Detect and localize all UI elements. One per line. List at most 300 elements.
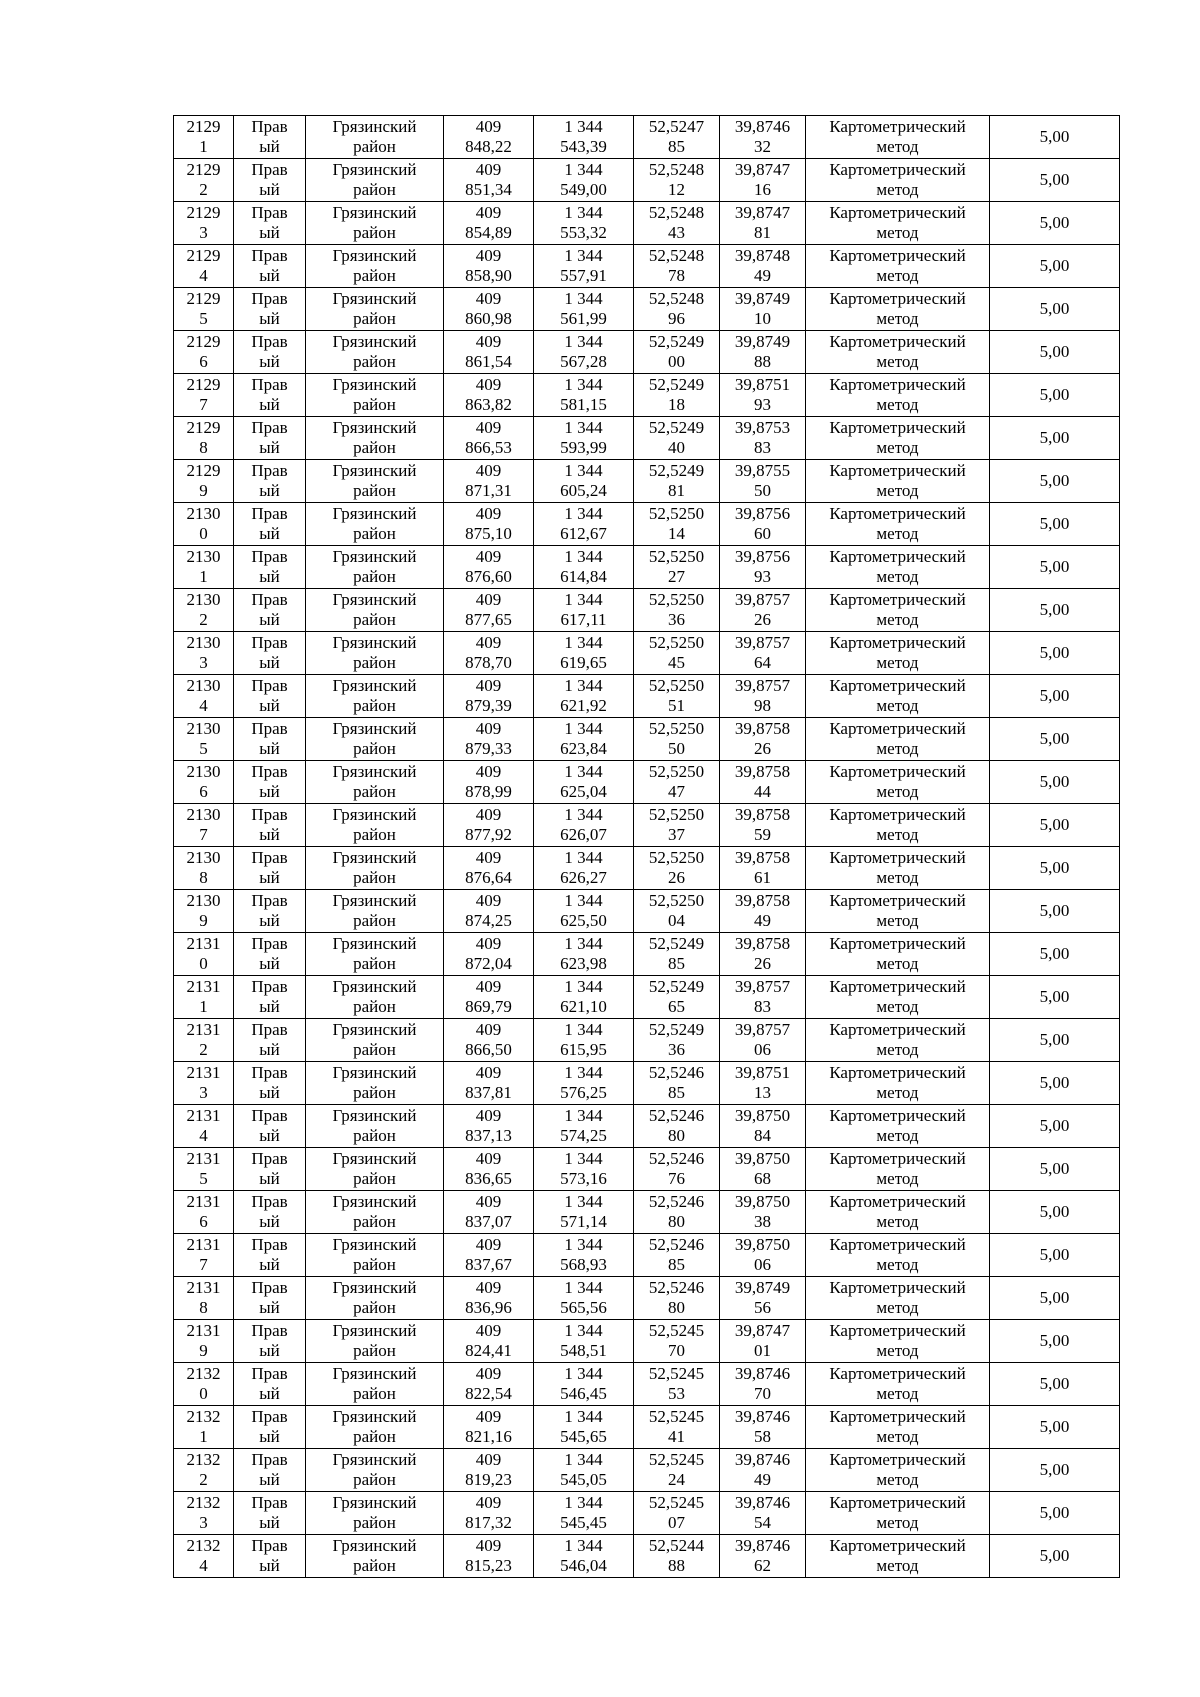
district-cell-line: Грязинский [332,891,417,910]
table-row [174,460,1120,503]
latitude-cell [634,890,720,933]
district-cell-line: район [353,309,396,328]
method-cell [806,761,990,804]
x-coordinate-cell-line: 409 [475,1407,502,1426]
y-coordinate-cell [534,1535,634,1578]
point-number-cell [174,1406,234,1449]
point-number-cell-line: 8 [199,1298,208,1317]
x-coordinate-cell [444,632,534,675]
district-cell-line: Грязинский [332,1493,417,1512]
method-cell-line: Картометрический [829,1407,966,1426]
y-coordinate-cell [534,804,634,847]
y-coordinate-cell-line: 1 344 [564,504,603,523]
method-cell-line: метод [876,438,919,457]
y-coordinate-cell-line: 574,25 [560,1126,607,1145]
longitude-cell [720,1105,806,1148]
bank-side-cell [234,804,306,847]
method-cell-line: метод [876,1255,919,1274]
district-cell [306,761,444,804]
method-cell [806,1406,990,1449]
point-number-cell-line: 4 [199,1556,208,1575]
x-coordinate-cell-line: 409 [475,1235,502,1254]
latitude-cell [634,1277,720,1320]
method-cell-line: метод [876,1341,919,1360]
point-number-cell-line: 2129 [186,418,221,437]
point-number-cell [174,460,234,503]
district-cell-line: район [353,1169,396,1188]
y-coordinate-cell [534,1492,634,1535]
bank-side-cell-line: Прав [251,977,288,996]
method-cell-line: Картометрический [829,891,966,910]
district-cell-line: район [353,1384,396,1403]
x-coordinate-cell-line: 409 [475,332,502,351]
x-coordinate-cell-line: 878,70 [465,653,512,672]
bank-side-cell-line: Прав [251,160,288,179]
longitude-cell [720,417,806,460]
district-cell-line: район [353,653,396,672]
latitude-cell-line: 52,5247 [648,117,705,136]
table-row [174,417,1120,460]
latitude-cell-line: 85 [668,954,685,973]
method-cell-line: метод [876,739,919,758]
bank-side-cell-line: ый [259,1470,280,1489]
latitude-cell-line: 47 [668,782,685,801]
district-cell-line: район [353,1341,396,1360]
x-coordinate-cell [444,1535,534,1578]
y-coordinate-cell-line: 1 344 [564,1536,603,1555]
latitude-cell [634,1234,720,1277]
accuracy-cell: 5,00 [990,1492,1120,1535]
bank-side-cell-line: ый [259,1126,280,1145]
x-coordinate-cell-line: 817,32 [465,1513,512,1532]
latitude-cell-line: 40 [668,438,685,457]
method-cell [806,159,990,202]
x-coordinate-cell-line: 409 [475,504,502,523]
point-number-cell-line: 2131 [186,1063,221,1082]
method-cell-line: метод [876,825,919,844]
method-cell [806,460,990,503]
x-coordinate-cell-line: 866,53 [465,438,512,457]
x-coordinate-cell [444,331,534,374]
bank-side-cell-line: Прав [251,719,288,738]
longitude-cell [720,1277,806,1320]
method-cell [806,1191,990,1234]
latitude-cell [634,1406,720,1449]
method-cell [806,202,990,245]
longitude-cell-line: 39,8750 [734,1149,791,1168]
accuracy-cell: 5,00 [990,1535,1120,1578]
longitude-cell [720,202,806,245]
method-cell-line: Картометрический [829,762,966,781]
method-cell-line: метод [876,1298,919,1317]
bank-side-cell [234,1406,306,1449]
latitude-cell-line: 37 [668,825,685,844]
district-cell-line: Грязинский [332,719,417,738]
x-coordinate-cell-line: 876,60 [465,567,512,586]
x-coordinate-cell [444,804,534,847]
latitude-cell [634,1363,720,1406]
method-cell [806,1105,990,1148]
latitude-cell [634,202,720,245]
bank-side-cell-line: ый [259,696,280,715]
latitude-cell [634,847,720,890]
point-number-cell [174,1148,234,1191]
district-cell [306,804,444,847]
point-number-cell-line: 1 [199,1427,208,1446]
x-coordinate-cell-line: 837,07 [465,1212,512,1231]
point-number-cell [174,890,234,933]
y-coordinate-cell-line: 1 344 [564,203,603,222]
method-cell-line: метод [876,1556,919,1575]
point-number-cell-line: 8 [199,868,208,887]
latitude-cell-line: 52,5245 [648,1364,705,1383]
bank-side-cell-line: Прав [251,547,288,566]
longitude-cell-line: 39,8757 [734,1020,791,1039]
x-coordinate-cell [444,1191,534,1234]
method-cell [806,1148,990,1191]
longitude-cell [720,1363,806,1406]
method-cell-line: метод [876,1040,919,1059]
table-row [174,1406,1120,1449]
latitude-cell-line: 36 [668,610,685,629]
table-body [174,116,1120,1578]
point-number-cell-line: 6 [199,352,208,371]
method-cell [806,546,990,589]
longitude-cell-line: 39,8746 [734,1493,791,1512]
method-cell [806,245,990,288]
bank-side-cell-line: Прав [251,848,288,867]
method-cell-line: Картометрический [829,504,966,523]
accuracy-cell: 5,00 [990,847,1120,890]
method-cell [806,847,990,890]
bank-side-cell [234,761,306,804]
longitude-cell-line: 81 [754,223,771,242]
x-coordinate-cell [444,589,534,632]
latitude-cell [634,761,720,804]
y-coordinate-cell-line: 626,27 [560,868,607,887]
y-coordinate-cell [534,1191,634,1234]
latitude-cell-line: 52,5248 [648,203,705,222]
point-number-cell-line: 2131 [186,1149,221,1168]
y-coordinate-cell-line: 1 344 [564,375,603,394]
point-number-cell-line: 2131 [186,1020,221,1039]
y-coordinate-cell [534,976,634,1019]
method-cell [806,589,990,632]
y-coordinate-cell [534,159,634,202]
x-coordinate-cell-line: 409 [475,1106,502,1125]
x-coordinate-cell-line: 409 [475,590,502,609]
longitude-cell-line: 39,8749 [734,332,791,351]
longitude-cell [720,245,806,288]
bank-side-cell-line: Прав [251,1063,288,1082]
longitude-cell-line: 39,8747 [734,203,791,222]
x-coordinate-cell-line: 874,25 [465,911,512,930]
point-number-cell [174,1105,234,1148]
x-coordinate-cell-line: 409 [475,762,502,781]
x-coordinate-cell [444,417,534,460]
latitude-cell-line: 00 [668,352,685,371]
district-cell [306,890,444,933]
longitude-cell [720,1492,806,1535]
latitude-cell-line: 52,5250 [648,762,705,781]
point-number-cell [174,1277,234,1320]
accuracy-cell: 5,00 [990,761,1120,804]
y-coordinate-cell [534,417,634,460]
y-coordinate-cell-line: 1 344 [564,1364,603,1383]
point-number-cell-line: 9 [199,481,208,500]
x-coordinate-cell-line: 409 [475,246,502,265]
x-coordinate-cell-line: 409 [475,1020,502,1039]
y-coordinate-cell-line: 1 344 [564,676,603,695]
method-cell-line: метод [876,696,919,715]
y-coordinate-cell-line: 1 344 [564,117,603,136]
latitude-cell [634,374,720,417]
district-cell-line: Грязинский [332,934,417,953]
method-cell-line: Картометрический [829,1192,966,1211]
x-coordinate-cell [444,718,534,761]
district-cell-line: Грязинский [332,977,417,996]
longitude-cell [720,976,806,1019]
table-row [174,1148,1120,1191]
accuracy-cell: 5,00 [990,245,1120,288]
y-coordinate-cell-line: 1 344 [564,934,603,953]
x-coordinate-cell [444,890,534,933]
district-cell-line: Грязинский [332,160,417,179]
y-coordinate-cell [534,331,634,374]
y-coordinate-cell-line: 612,67 [560,524,607,543]
latitude-cell [634,116,720,159]
method-cell-line: метод [876,309,919,328]
y-coordinate-cell-line: 549,00 [560,180,607,199]
point-number-cell-line: 2132 [186,1450,221,1469]
bank-side-cell [234,503,306,546]
accuracy-cell: 5,00 [990,976,1120,1019]
point-number-cell-line: 5 [199,309,208,328]
district-cell [306,546,444,589]
x-coordinate-cell [444,1105,534,1148]
bank-side-cell-line: Прав [251,1106,288,1125]
method-cell [806,1019,990,1062]
point-number-cell-line: 4 [199,266,208,285]
point-number-cell-line: 2129 [186,375,221,394]
district-cell [306,331,444,374]
point-number-cell-line: 6 [199,1212,208,1231]
bank-side-cell-line: ый [259,266,280,285]
district-cell-line: Грязинский [332,1149,417,1168]
longitude-cell-line: 39,8746 [734,1364,791,1383]
latitude-cell-line: 52,5250 [648,547,705,566]
accuracy-cell: 5,00 [990,1406,1120,1449]
longitude-cell-line: 39,8756 [734,547,791,566]
y-coordinate-cell-line: 1 344 [564,547,603,566]
method-cell-line: метод [876,997,919,1016]
method-cell-line: Картометрический [829,1493,966,1512]
y-coordinate-cell [534,718,634,761]
method-cell-line: Картометрический [829,160,966,179]
latitude-cell-line: 52,5250 [648,719,705,738]
x-coordinate-cell-line: 409 [475,676,502,695]
x-coordinate-cell [444,1320,534,1363]
y-coordinate-cell-line: 543,39 [560,137,607,156]
district-cell-line: район [353,739,396,758]
y-coordinate-cell-line: 1 344 [564,848,603,867]
longitude-cell-line: 39,8758 [734,891,791,910]
x-coordinate-cell [444,1148,534,1191]
y-coordinate-cell [534,503,634,546]
bank-side-cell-line: Прав [251,375,288,394]
x-coordinate-cell [444,761,534,804]
accuracy-cell: 5,00 [990,1363,1120,1406]
x-coordinate-cell-line: 871,31 [465,481,512,500]
point-number-cell-line: 2130 [186,676,221,695]
x-coordinate-cell-line: 879,33 [465,739,512,758]
bank-side-cell-line: Прав [251,762,288,781]
method-cell-line: метод [876,223,919,242]
latitude-cell-line: 26 [668,868,685,887]
latitude-cell-line: 52,5250 [648,590,705,609]
y-coordinate-cell-line: 626,07 [560,825,607,844]
x-coordinate-cell-line: 409 [475,719,502,738]
bank-side-cell-line: Прав [251,891,288,910]
bank-side-cell-line: Прав [251,633,288,652]
method-cell-line: метод [876,1427,919,1446]
longitude-cell [720,675,806,718]
accuracy-cell: 5,00 [990,933,1120,976]
accuracy-cell: 5,00 [990,503,1120,546]
latitude-cell-line: 52,5248 [648,160,705,179]
longitude-cell-line: 39,8749 [734,1278,791,1297]
x-coordinate-cell [444,202,534,245]
latitude-cell-line: 52,5245 [648,1493,705,1512]
method-cell-line: метод [876,782,919,801]
district-cell-line: Грязинский [332,805,417,824]
longitude-cell-line: 58 [754,1427,771,1446]
longitude-cell-line: 39,8747 [734,160,791,179]
point-number-cell-line: 2131 [186,934,221,953]
district-cell-line: район [353,180,396,199]
point-number-cell-line: 2131 [186,1235,221,1254]
bank-side-cell-line: ый [259,309,280,328]
bank-side-cell [234,589,306,632]
y-coordinate-cell [534,1062,634,1105]
y-coordinate-cell [534,202,634,245]
y-coordinate-cell-line: 545,65 [560,1427,607,1446]
x-coordinate-cell-line: 869,79 [465,997,512,1016]
accuracy-cell: 5,00 [990,1320,1120,1363]
table-row [174,159,1120,202]
latitude-cell [634,976,720,1019]
x-coordinate-cell-line: 409 [475,1063,502,1082]
longitude-cell [720,804,806,847]
y-coordinate-cell [534,546,634,589]
district-cell-line: район [353,696,396,715]
point-number-cell [174,159,234,202]
bank-side-cell [234,1234,306,1277]
y-coordinate-cell-line: 571,14 [560,1212,607,1231]
x-coordinate-cell [444,933,534,976]
point-number-cell [174,202,234,245]
bank-side-cell-line: ый [259,868,280,887]
point-number-cell [174,116,234,159]
method-cell-line: метод [876,868,919,887]
y-coordinate-cell [534,1277,634,1320]
bank-side-cell [234,1019,306,1062]
bank-side-cell [234,460,306,503]
point-number-cell-line: 2129 [186,332,221,351]
point-number-cell-line: 3 [199,1083,208,1102]
y-coordinate-cell-line: 557,91 [560,266,607,285]
latitude-cell-line: 43 [668,223,685,242]
longitude-cell-line: 60 [754,524,771,543]
x-coordinate-cell-line: 821,16 [465,1427,512,1446]
point-number-cell [174,847,234,890]
point-number-cell-line: 2130 [186,891,221,910]
accuracy-cell: 5,00 [990,804,1120,847]
longitude-cell-line: 68 [754,1169,771,1188]
method-cell-line: Картометрический [829,805,966,824]
latitude-cell [634,675,720,718]
y-coordinate-cell-line: 621,92 [560,696,607,715]
y-coordinate-cell [534,1320,634,1363]
district-cell-line: Грязинский [332,203,417,222]
bank-side-cell-line: ый [259,610,280,629]
longitude-cell-line: 10 [754,309,771,328]
method-cell [806,1449,990,1492]
y-coordinate-cell [534,1449,634,1492]
x-coordinate-cell-line: 409 [475,461,502,480]
bank-side-cell-line: ый [259,997,280,1016]
district-cell-line: Грязинский [332,848,417,867]
latitude-cell-line: 52,5245 [648,1321,705,1340]
point-number-cell-line: 0 [199,1384,208,1403]
bank-side-cell-line: ый [259,1384,280,1403]
district-cell-line: район [353,868,396,887]
latitude-cell [634,503,720,546]
longitude-cell [720,718,806,761]
y-coordinate-cell-line: 1 344 [564,762,603,781]
coordinates-table [173,115,1120,1578]
longitude-cell-line: 26 [754,610,771,629]
table-row [174,116,1120,159]
longitude-cell [720,632,806,675]
latitude-cell-line: 52,5246 [648,1106,705,1125]
point-number-cell-line: 2129 [186,246,221,265]
latitude-cell [634,718,720,761]
bank-side-cell [234,1492,306,1535]
x-coordinate-cell [444,1449,534,1492]
point-number-cell-line: 2132 [186,1364,221,1383]
latitude-cell [634,331,720,374]
accuracy-cell: 5,00 [990,1019,1120,1062]
accuracy-cell: 5,00 [990,288,1120,331]
longitude-cell [720,374,806,417]
y-coordinate-cell [534,245,634,288]
bank-side-cell-line: ый [259,1298,280,1317]
bank-side-cell [234,374,306,417]
longitude-cell-line: 32 [754,137,771,156]
method-cell [806,1320,990,1363]
latitude-cell-line: 80 [668,1212,685,1231]
latitude-cell-line: 96 [668,309,685,328]
longitude-cell-line: 39,8751 [734,375,791,394]
method-cell [806,1062,990,1105]
method-cell [806,1535,990,1578]
bank-side-cell-line: ый [259,524,280,543]
point-number-cell-line: 2132 [186,1536,221,1555]
bank-side-cell-line: ый [259,782,280,801]
x-coordinate-cell-line: 409 [475,547,502,566]
longitude-cell-line: 39,8758 [734,934,791,953]
